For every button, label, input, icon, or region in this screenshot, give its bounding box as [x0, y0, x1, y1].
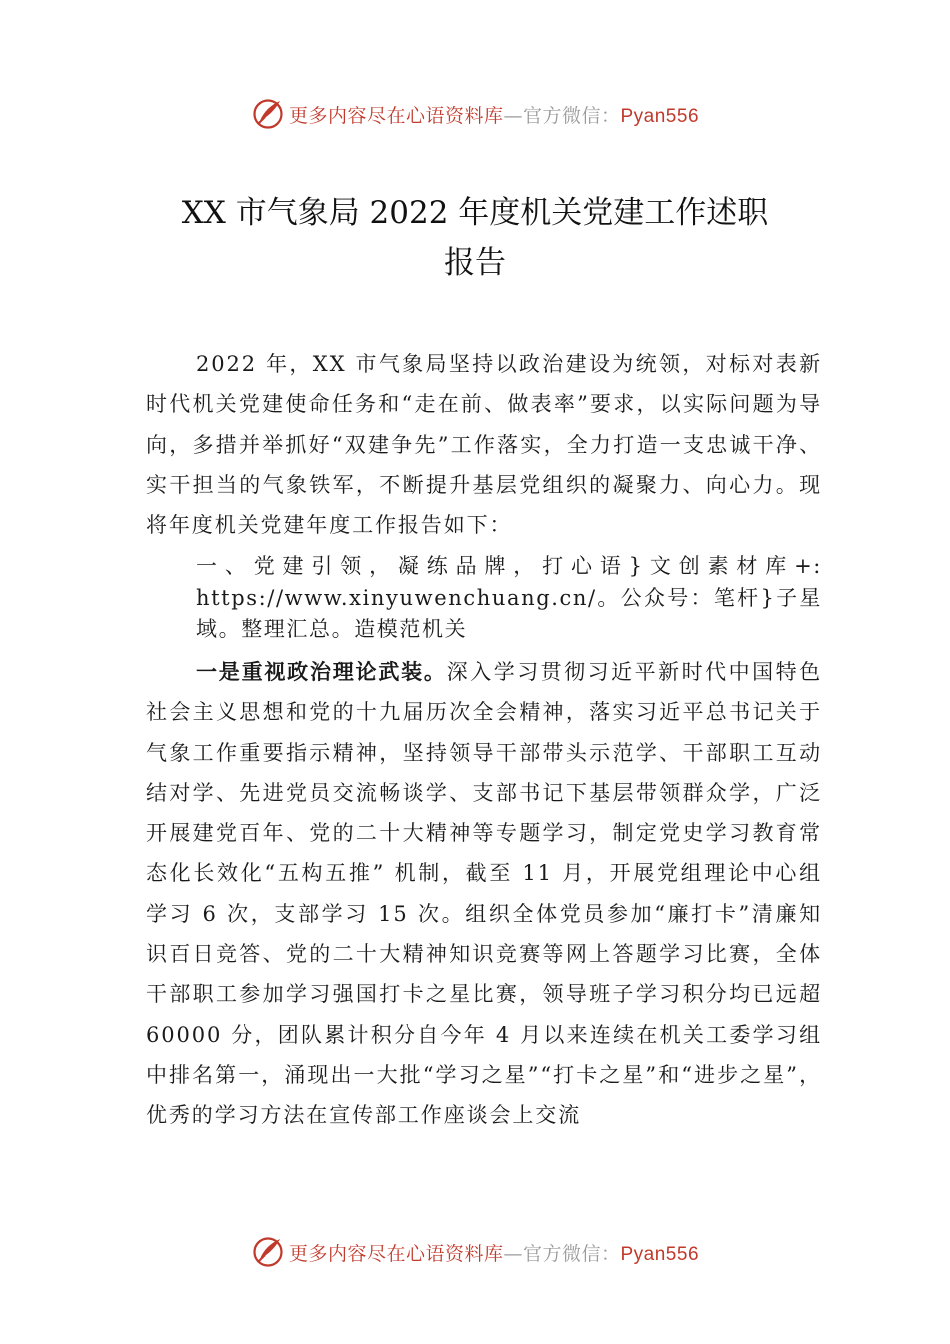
banner-slogan: 更多内容尽在心语资料库: [288, 104, 504, 127]
paragraph-1: [146, 652, 822, 1136]
banner-text: [289, 1239, 699, 1266]
banner-wechat-label: 官方微信：: [522, 104, 621, 127]
title-line-2: 报告: [444, 245, 506, 281]
title-line-1: XX 市气象局 2022 年度机关党建工作述职: [181, 195, 769, 231]
paragraph-1-lead: 一是重视政治理论武装。: [196, 658, 447, 684]
document-title: [120, 188, 830, 288]
intro-paragraph: 2022 年，XX 市气象局坚持以政治建设为统领，对标对表新时代机关党建使命任务和“走在前、做表率”要求，以实际问题为导向，多措并举抓好“双建争先”工作落实，全力打造一支忠诚干净、实干担当的气象铁军，不断提升基层党组织的凝聚力、向心力。现将年度机关党建年度工作报告如下：: [146, 352, 822, 538]
banner-wechat-id: Pyan556: [620, 1243, 700, 1265]
paragraph-1-body: 深入学习贯彻习近平新时代中国特色社会主义思想和党的十九届历次全会精神，落实习近平总书记关于气象工作重要指示精神，坚持领导干部带头示范学、干部职工互动结对学、先进党员交流畅谈学、支部书记下基层带领群众学，广泛开展建党百年、党的二十大精神等专题学习，制定党史学习教育常态化长效化“五构五推” 机制，截至 11 月，开展党组理论中心组学习 6 次，支部学习 15 次。组织全体党员参加“廉打卡”清廉知识百日竞答、党的二十大精神知识竞赛等网上答题学习比赛，全体干部职工参加学习强国打卡之星比赛，领导班子学习积分均已远超 60000 分，团队累计积分自今年 4 月以来连续在机关工委学习组中排名第一，涌现出一大批“学习之星”“打卡之星”和“进步之星”，优秀的学习方法在宣传部工作座谈会上交流: [146, 659, 822, 1128]
section-heading-1: 一、党建引领，凝练品牌，打心语}文创素材库+: https://www.xinyuwenchuang.cn/。公众号：笔杆}子星域。整理汇总。造模范机关: [196, 554, 822, 642]
quill-logo-icon: [251, 1235, 285, 1269]
banner-slogan: 更多内容尽在心语资料库: [288, 1242, 504, 1265]
document-body: [146, 344, 822, 1136]
banner-wechat-id: Pyan556: [620, 105, 700, 127]
banner-dash: —: [503, 104, 523, 127]
header-banner: [0, 94, 950, 134]
footer-banner: [0, 1232, 950, 1272]
quill-logo-icon: [251, 97, 285, 131]
banner-wechat-label: 官方微信：: [522, 1242, 621, 1265]
banner-dash: —: [503, 1242, 523, 1265]
banner-text: [289, 101, 699, 128]
